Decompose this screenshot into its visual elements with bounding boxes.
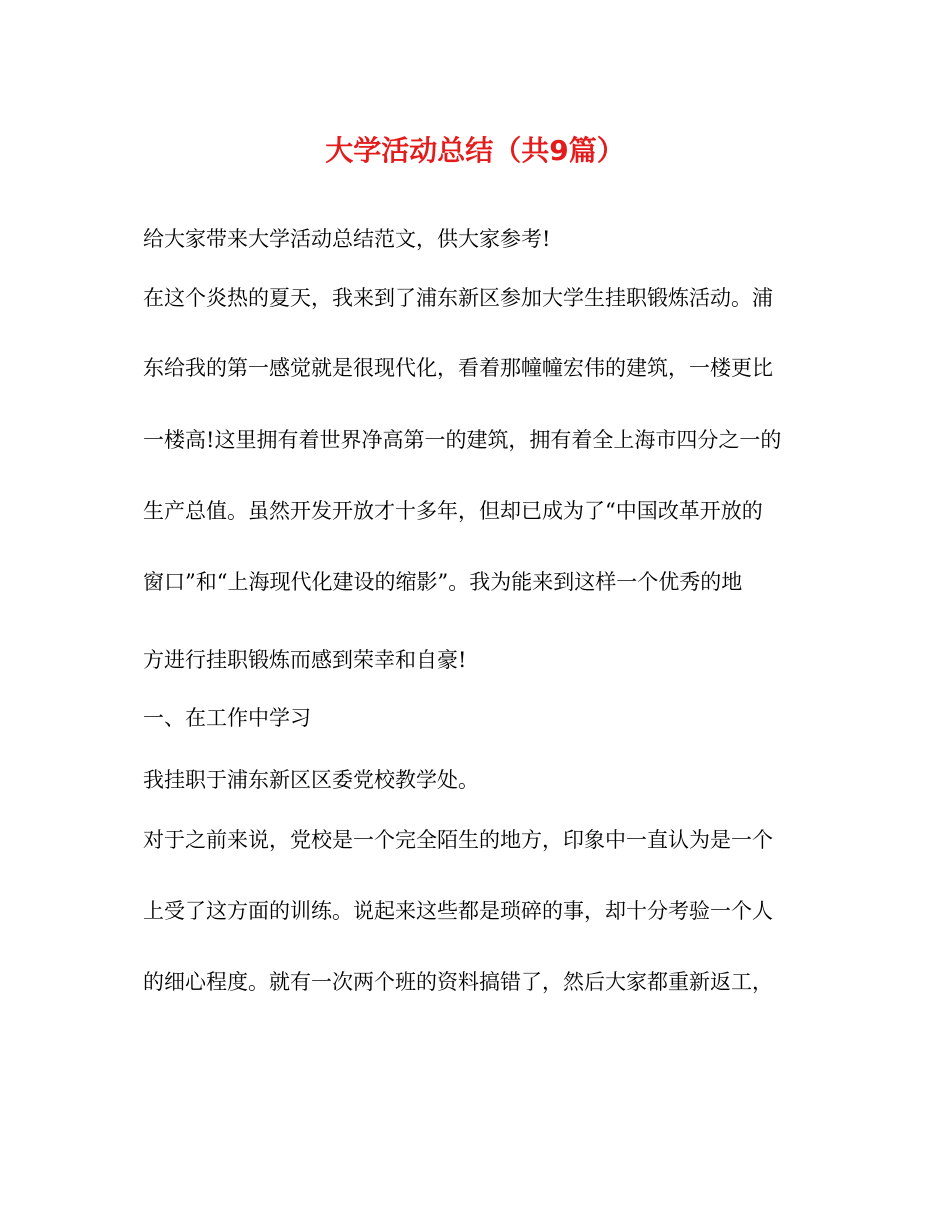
paragraph-line-6: 方进行挂职锻炼而感到荣幸和自豪! <box>143 648 467 672</box>
paragraph-line-11: 的细心程度。就有一次两个班的资料搞错了，然后大家都重新返工， <box>143 970 773 994</box>
paragraph-line-9: 对于之前来说，党校是一个完全陌生的地方，印象中一直认为是一个 <box>143 828 773 852</box>
paragraph-line-3: 一楼高!这里拥有着世界净高第一的建筑，拥有着全上海市四分之一的 <box>143 428 782 452</box>
paragraph-intro: 给大家带来大学活动总结范文，供大家参考! <box>143 227 551 251</box>
section-heading: 一、在工作中学习 <box>143 706 311 730</box>
paragraph-line-5: 窗口”和“上海现代化建设的缩影”。我为能来到这样一个优秀的地 <box>143 570 743 594</box>
paragraph-line-10: 上受了这方面的训练。说起来这些都是琐碎的事，却十分考验一个人 <box>143 899 773 923</box>
paragraph-line-4: 生产总值。虽然开发开放才十多年，但却已成为了“中国改革开放的 <box>143 499 763 523</box>
paragraph-line-1: 在这个炎热的夏天，我来到了浦东新区参加大学生挂职锻炼活动。浦 <box>143 286 773 310</box>
document-title: 大学活动总结（共9篇） <box>325 134 625 167</box>
paragraph-line-8: 我挂职于浦东新区区委党校教学处。 <box>143 768 479 792</box>
paragraph-line-2: 东给我的第一感觉就是很现代化，看着那幢幢宏伟的建筑，一楼更比 <box>143 356 773 380</box>
